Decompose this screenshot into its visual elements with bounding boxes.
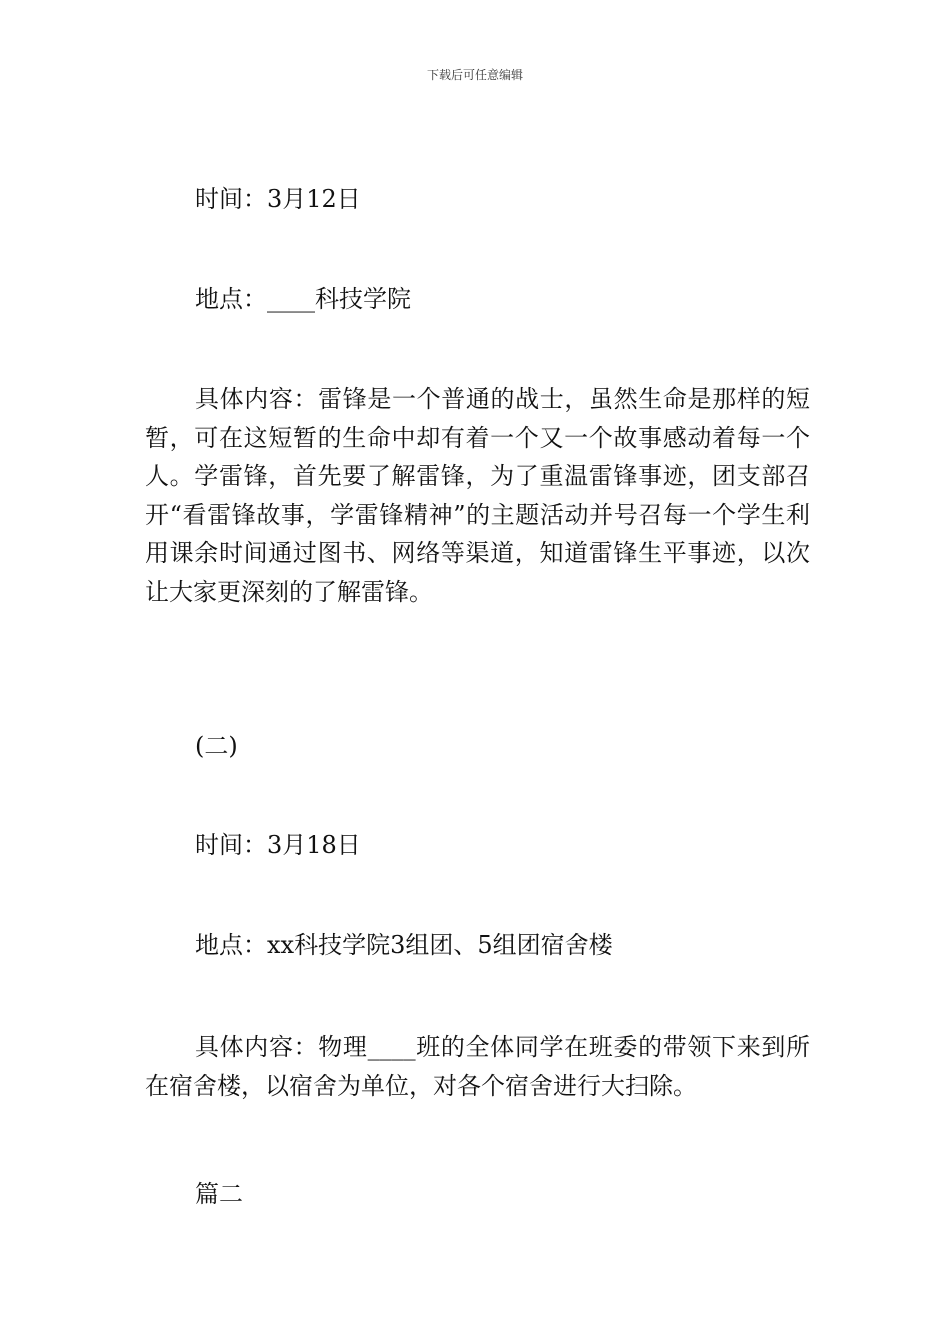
activity-1-time: 时间：3月12日 <box>195 185 361 213</box>
activity-2-place: 地点：xx科技学院3组团、5组团宿舍楼 <box>195 931 613 959</box>
page-header-note: 下载后可任意编辑 <box>426 68 523 82</box>
activity-2-content: 具体内容：物理____班的全体同学在班委的带领下来到所在宿舍楼，以宿舍为单位，对各个宿舍进行大扫除。 <box>145 1033 810 1100</box>
section-2-heading: (二) <box>195 732 238 760</box>
activity-1-content: 具体内容：雷锋是一个普通的战士，虽然生命是那样的短暂，可在这短暂的生命中却有着一个又一个故事感动着每一个人。学雷锋，首先要了解雷锋，为了重温雷锋事迹，团支部召开“看雷锋故事，学雷锋精神”的主题活动并号召每一个学生利用课余时间通过图书、网络等渠道，知道雷锋生平事迹，以次让大家更深刻的了解雷锋。 <box>145 385 810 606</box>
section-3-heading: 篇二 <box>195 1180 243 1208</box>
activity-1-place: 地点：____科技学院 <box>195 285 411 313</box>
activity-2-time: 时间：3月18日 <box>195 831 361 859</box>
